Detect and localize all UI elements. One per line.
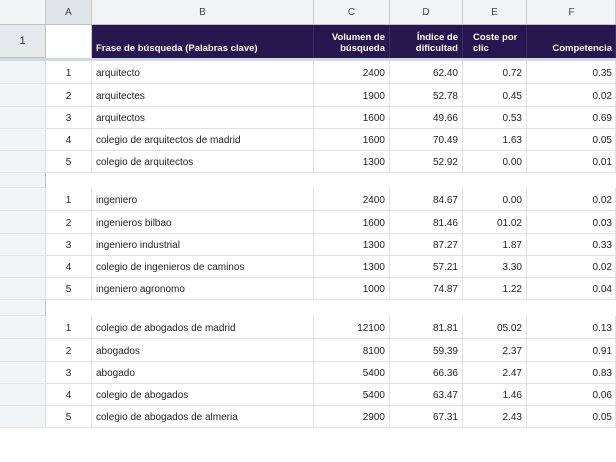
volume-cell[interactable]: 1000 xyxy=(314,278,390,299)
table-row xyxy=(0,61,616,84)
keyword-cell[interactable]: arquitecto xyxy=(92,61,314,83)
difficulty-cell[interactable]: 81.81 xyxy=(390,316,463,338)
row-index-cell[interactable]: 4 xyxy=(46,384,92,405)
volume-cell[interactable]: 1600 xyxy=(314,129,390,150)
row-header[interactable] xyxy=(0,406,46,427)
difficulty-cell[interactable]: 87.27 xyxy=(390,234,463,255)
volume-cell[interactable]: 2900 xyxy=(314,406,390,427)
table-row xyxy=(0,107,616,129)
row-header[interactable] xyxy=(0,211,46,233)
difficulty-cell[interactable]: 67.31 xyxy=(390,406,463,427)
keyword-cell[interactable]: ingenieros bilbao xyxy=(92,211,314,233)
row-header[interactable] xyxy=(0,316,46,338)
row-index-cell[interactable]: 1 xyxy=(46,61,92,83)
difficulty-cell[interactable]: 81.46 xyxy=(390,211,463,233)
volume-cell[interactable]: 1900 xyxy=(314,84,390,106)
row-header[interactable] xyxy=(0,129,46,150)
volume-cell[interactable]: 8100 xyxy=(314,339,390,361)
table-header-row xyxy=(0,25,616,58)
header-cpc[interactable]: Coste por clic xyxy=(463,25,527,58)
row-header[interactable] xyxy=(0,256,46,277)
table-row xyxy=(0,406,616,428)
cpc-cell[interactable]: 1.63 xyxy=(463,129,527,150)
column-header-e[interactable]: E xyxy=(463,0,527,24)
volume-cell[interactable]: 1300 xyxy=(314,256,390,277)
keyword-cell[interactable]: colegio de abogados xyxy=(92,384,314,405)
keyword-cell[interactable]: colegio de arquitectos de madrid xyxy=(92,129,314,150)
difficulty-cell[interactable]: 59.39 xyxy=(390,339,463,361)
table-row xyxy=(0,84,616,107)
volume-cell[interactable]: 5400 xyxy=(314,362,390,383)
header-competition[interactable]: Competencia xyxy=(527,25,616,58)
table-row xyxy=(0,339,616,362)
competition-cell[interactable]: 0.06 xyxy=(527,384,616,405)
competition-cell[interactable]: 0.02 xyxy=(527,84,616,106)
header-volume[interactable]: Volumen de búsqueda xyxy=(314,25,390,58)
cpc-cell[interactable]: 0.53 xyxy=(463,107,527,128)
row-index-cell[interactable]: 1 xyxy=(46,188,92,210)
header-cell-a[interactable] xyxy=(46,25,92,58)
keyword-cell[interactable]: colegio de abogados de almeria xyxy=(92,406,314,427)
row-header[interactable] xyxy=(0,362,46,383)
empty-row xyxy=(0,428,616,448)
row-header[interactable] xyxy=(0,84,46,106)
cpc-cell[interactable]: 0.72 xyxy=(463,61,527,83)
cpc-cell[interactable]: 05.02 xyxy=(463,316,527,338)
difficulty-cell[interactable]: 52.92 xyxy=(390,151,463,172)
row-index-cell[interactable]: 2 xyxy=(46,84,92,106)
select-all-corner[interactable] xyxy=(0,0,46,24)
cpc-cell[interactable]: 3.30 xyxy=(463,256,527,277)
table-row xyxy=(0,211,616,234)
table-row xyxy=(0,362,616,384)
row-header[interactable] xyxy=(0,173,46,188)
row-index-cell[interactable]: 3 xyxy=(46,234,92,255)
volume-cell[interactable]: 1300 xyxy=(314,234,390,255)
difficulty-cell[interactable]: 70.49 xyxy=(390,129,463,150)
keyword-cell[interactable]: colegio de arquitectos xyxy=(92,151,314,172)
difficulty-cell[interactable]: 74.87 xyxy=(390,278,463,299)
volume-cell[interactable]: 1600 xyxy=(314,107,390,128)
cpc-cell[interactable]: 0.45 xyxy=(463,84,527,106)
cpc-cell[interactable]: 0.00 xyxy=(463,188,527,210)
row-index-cell[interactable]: 2 xyxy=(46,211,92,233)
competition-cell[interactable]: 0.03 xyxy=(527,211,616,233)
difficulty-cell[interactable]: 66.36 xyxy=(390,362,463,383)
row-header-1[interactable]: 1 xyxy=(0,25,46,58)
table-row xyxy=(0,129,616,151)
competition-cell[interactable]: 0.83 xyxy=(527,362,616,383)
row-index-cell[interactable]: 2 xyxy=(46,339,92,361)
row-header[interactable] xyxy=(0,61,46,83)
difficulty-cell[interactable]: 52.78 xyxy=(390,84,463,106)
row-header[interactable] xyxy=(0,188,46,210)
competition-cell[interactable]: 0.01 xyxy=(527,151,616,172)
volume-cell[interactable]: 2400 xyxy=(314,188,390,210)
table-row xyxy=(0,316,616,339)
row-index-cell[interactable]: 3 xyxy=(46,107,92,128)
keyword-cell[interactable]: abogado xyxy=(92,362,314,383)
header-difficulty[interactable]: Índice de dificultad xyxy=(390,25,463,58)
keyword-cell[interactable]: colegio de ingenieros de caminos xyxy=(92,256,314,277)
empty-row xyxy=(0,300,616,316)
competition-cell[interactable]: 0.02 xyxy=(527,188,616,210)
volume-cell[interactable]: 2400 xyxy=(314,61,390,83)
keyword-cell[interactable]: abogados xyxy=(92,339,314,361)
header-phrase[interactable]: Frase de búsqueda (Palabras clave) xyxy=(92,25,314,58)
table-row xyxy=(0,234,616,256)
competition-cell[interactable]: 0.91 xyxy=(527,339,616,361)
volume-cell[interactable]: 1600 xyxy=(314,211,390,233)
difficulty-cell[interactable]: 57.21 xyxy=(390,256,463,277)
cpc-cell[interactable]: 01.02 xyxy=(463,211,527,233)
table-row xyxy=(0,151,616,173)
cpc-cell[interactable]: 1.46 xyxy=(463,384,527,405)
difficulty-cell[interactable]: 62.40 xyxy=(390,61,463,83)
competition-cell[interactable]: 0.13 xyxy=(527,316,616,338)
row-header[interactable] xyxy=(0,339,46,361)
competition-cell[interactable]: 0.69 xyxy=(527,107,616,128)
competition-cell[interactable]: 0.05 xyxy=(527,129,616,150)
cpc-cell[interactable]: 2.43 xyxy=(463,406,527,427)
row-index-cell[interactable]: 5 xyxy=(46,151,92,172)
cpc-cell[interactable]: 0.00 xyxy=(463,151,527,172)
volume-cell[interactable]: 5400 xyxy=(314,384,390,405)
table-row xyxy=(0,384,616,406)
column-header-b[interactable]: B xyxy=(92,0,314,24)
keyword-cell[interactable]: arquitectos xyxy=(92,107,314,128)
cpc-cell[interactable]: 1.22 xyxy=(463,278,527,299)
column-header-d[interactable]: D xyxy=(390,0,463,24)
row-index-cell[interactable]: 4 xyxy=(46,256,92,277)
row-index-cell[interactable]: 4 xyxy=(46,129,92,150)
column-header-bar xyxy=(0,0,616,25)
cpc-cell[interactable]: 2.37 xyxy=(463,339,527,361)
difficulty-cell[interactable]: 84.67 xyxy=(390,188,463,210)
table-row xyxy=(0,256,616,278)
keyword-cell[interactable]: colegio de abogados de madrid xyxy=(92,316,314,338)
difficulty-cell[interactable]: 63.47 xyxy=(390,384,463,405)
competition-cell[interactable]: 0.04 xyxy=(527,278,616,299)
cpc-cell[interactable]: 1.87 xyxy=(463,234,527,255)
competition-cell[interactable]: 0.33 xyxy=(527,234,616,255)
competition-cell[interactable]: 0.05 xyxy=(527,406,616,427)
column-header-c[interactable]: C xyxy=(314,0,390,24)
keyword-cell[interactable]: ingeniero industrial xyxy=(92,234,314,255)
difficulty-cell[interactable]: 49.66 xyxy=(390,107,463,128)
row-header[interactable] xyxy=(0,234,46,255)
row-index-cell[interactable]: 5 xyxy=(46,406,92,427)
row-header[interactable] xyxy=(0,278,46,299)
row-header[interactable] xyxy=(0,151,46,172)
empty-row xyxy=(0,173,616,188)
table-row xyxy=(0,188,616,211)
row-header[interactable] xyxy=(0,107,46,128)
keyword-cell[interactable]: ingeniero xyxy=(92,188,314,210)
row-header[interactable] xyxy=(0,300,46,316)
volume-cell[interactable]: 12100 xyxy=(314,316,390,338)
row-index-cell[interactable]: 3 xyxy=(46,362,92,383)
column-header-a[interactable]: A xyxy=(46,0,92,24)
volume-cell[interactable]: 1300 xyxy=(314,151,390,172)
row-header[interactable] xyxy=(0,384,46,405)
row-index-cell[interactable]: 1 xyxy=(46,316,92,338)
table-row xyxy=(0,278,616,300)
competition-cell[interactable]: 0.35 xyxy=(527,61,616,83)
column-header-f[interactable]: F xyxy=(527,0,616,24)
competition-cell[interactable]: 0.02 xyxy=(527,256,616,277)
keyword-cell[interactable]: ingeniero agronomo xyxy=(92,278,314,299)
keyword-cell[interactable]: arquitectes xyxy=(92,84,314,106)
row-index-cell[interactable]: 5 xyxy=(46,278,92,299)
cpc-cell[interactable]: 2.47 xyxy=(463,362,527,383)
